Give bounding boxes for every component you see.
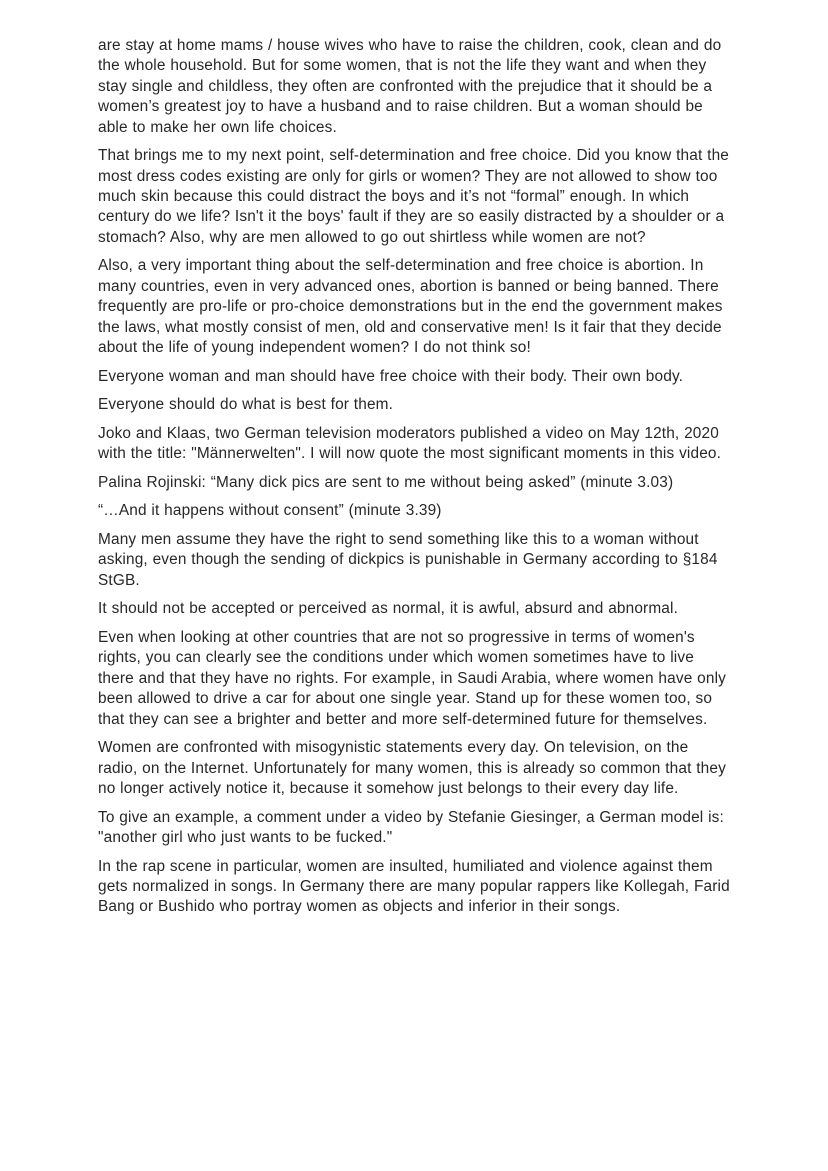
paragraph: Joko and Klaas, two German television moderators published a video on May 12th, 2020 with the title: "Männerwelten". I will now quote the most significant moments in this video. xyxy=(98,424,722,463)
paragraph: Also, a very important thing about the self-determination and free choice is abortion. In many countries, even in very advanced ones, abortion is banned or being banned. There frequently are pro-life or pro-choice demonstrations but in the end the government makes the laws, what mostly consist of men, old and conservative men! Is it fair that they decide about the life of young independent women? I do not think so! xyxy=(98,257,723,357)
paragraph: That brings me to my next point, self-determination and free choice. Did you know that the most dress codes existing are only for girls or women? They are not allowed to show too much skin because this could distract the boys and it’s not “formal” enough. In which century do we life? Isn't it the boys' fault if they are so easily distracted by a shoulder or a stomach? Also, why are men allowed to go out shirtless while women are not? xyxy=(98,147,730,246)
paragraph: It should not be accepted or perceived as normal, it is awful, absurd and abnormal. xyxy=(98,600,679,618)
paragraph: Palina Rojinski: “Many dick pics are sent to me without being asked” (minute 3.03) xyxy=(98,473,674,491)
paragraph: Many men assume they have the right to send something like this to a woman without asking, even though the sending of dickpics is punishable in Germany according to §184 StGB. xyxy=(98,531,718,589)
paragraph: Everyone woman and man should have free choice with their body. Their own body. xyxy=(98,367,684,385)
paragraph: Even when looking at other countries that are not so progressive in terms of women's rights, you can clearly see the conditions under which women sometimes have to live there and that they have no rights. For example, in Saudi Arabia, where women have only been allowed to drive a car for about one single year. Stand up for these women too, so that they can see a brighter and better and more self-determined future for themselves. xyxy=(98,629,727,728)
document-text-column xyxy=(98,36,732,918)
paragraph: In the rap scene in particular, women are insulted, humiliated and violence against them gets normalized in songs. In Germany there are many popular rappers like Kollegah, Farid Bang or Bushido who portray women as objects and inferior in their songs. xyxy=(98,857,730,916)
paragraph: To give an example, a comment under a video by Stefanie Giesinger, a German model is: "another girl who just wants to be fucked." xyxy=(98,808,724,847)
paragraph: Everyone should do what is best for them. xyxy=(98,396,394,414)
paragraph: “…And it happens without consent” (minute 3.39) xyxy=(98,502,442,520)
paragraph: are stay at home mams / house wives who have to raise the children, cook, clean and do the whole household. But for some women, that is not the life they want and when they stay single and childless, they often are confronted with the prejudice that it should be a women’s greatest joy to have a husband and to raise children. But a woman should be able to make her own life choices. xyxy=(98,37,722,136)
paragraph: Women are confronted with misogynistic statements every day. On television, on the radio, on the Internet. Unfortunately for many women, this is already so common that they no longer actively notice it, because it somehow just belongs to their every day life. xyxy=(98,739,726,798)
